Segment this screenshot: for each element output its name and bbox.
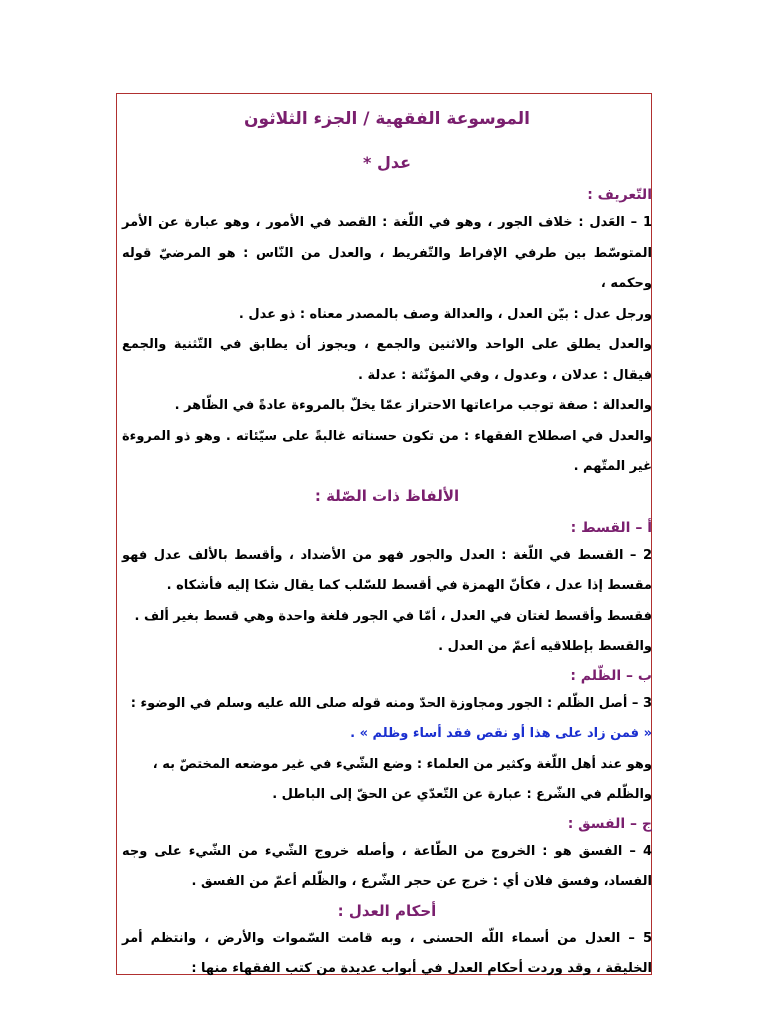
rulings-heading: أحكام العدل : [337,901,437,920]
entry-title: عدل * [363,153,411,172]
paragraph: والعدالة : صفة توجب مراعاتها الاحتراز عمّا يخلّ بالمروءة عادةً في الظّاهر . [174,398,652,413]
paragraph: وهو عند أهل اللّغة وكثير من العلماء : وضع الشّيء في غير موضعه المختصّ به ، [152,756,652,772]
fisq-heading: ج – الفسق : [567,815,652,832]
qist-heading: أ – القسط : [570,519,652,536]
paragraph: والظّلم في الشّرع : عبارة عن التّعدّي عن الحقّ إلى الباطل . [272,787,652,802]
paragraph: والقسط بإطلاقيه أعمّ من العدل . [438,639,652,654]
paragraph: 2 – القسط في اللّغة : العدل والجور فهو من الأضداد ، وأقسط بالألف عدل فهو مقسط إذا عدل ، فكأنّ الهمزة في أقسط للسّلب كما يقال شكا إليه فأشكاه . [122,547,652,593]
paragraph: 5 – العدل من أسماء اللّه الحسنى ، وبه قامت السّموات والأرض ، وانتظم أمر الخليقة ، وقد وردت أحكام العدل في أبواب عديدة من كتب الفقهاء منها : [122,930,652,976]
paragraph: والعدل في اصطلاح الفقهاء : من تكون حسناته غالبةً على سيّئاته . وهو ذو المروءة غير المتّهم . [122,428,652,474]
paragraph: 1 – العَدل : خلاف الجور ، وهو في اللّغة : القصد في الأمور ، وهو عبارة عن الأمر المتوسّط بين طرفي الإفراط والتّفريط ، والعدل من النّاس : هو المرضيّ قوله وحكمه ، [122,215,652,291]
related-terms-heading: الألفاظ ذات الصّلة : [314,486,460,505]
zulm-heading: ب – الظّلم : [570,667,652,684]
definition-heading: التّعريف : [587,187,652,203]
document-title: الموسوعة الفقهية / الجزء الثلاثون [244,109,530,129]
paragraph: فقسط وأقسط لغتان في العدل ، أمّا في الجور فلغة واحدة وهي قسط بغير ألف . [134,608,652,624]
paragraph: والعدل يطلق على الواحد والاثنين والجمع ، ويجوز أن يطابق في التّثنية والجمع فيقال : عدلان ، وعدول ، وفي المؤنّثة : عدلة . [122,337,652,383]
paragraph: 3 – أصل الظّلم : الجور ومجاوزة الحدّ ومنه قوله صلى الله عليه وسلم في الوضوء : [130,695,652,711]
document-body [122,96,652,985]
paragraph: 4 – الفسق هو : الخروج من الطّاعة ، وأصله خروج الشّيء من الشّيء على وجه الفساد، وفسق فلان أي : خرج عن حجر الشّرع ، والظّلم أعمّ من الفسق . [122,843,652,889]
hadith-quote: « فمن زاد على هذا أو نقص فقد أساء وظلم » . [350,726,652,741]
paragraph: ورجل عدل : بيّن العدل ، والعدالة وصف بالمصدر معناه : ذو عدل . [238,306,652,322]
